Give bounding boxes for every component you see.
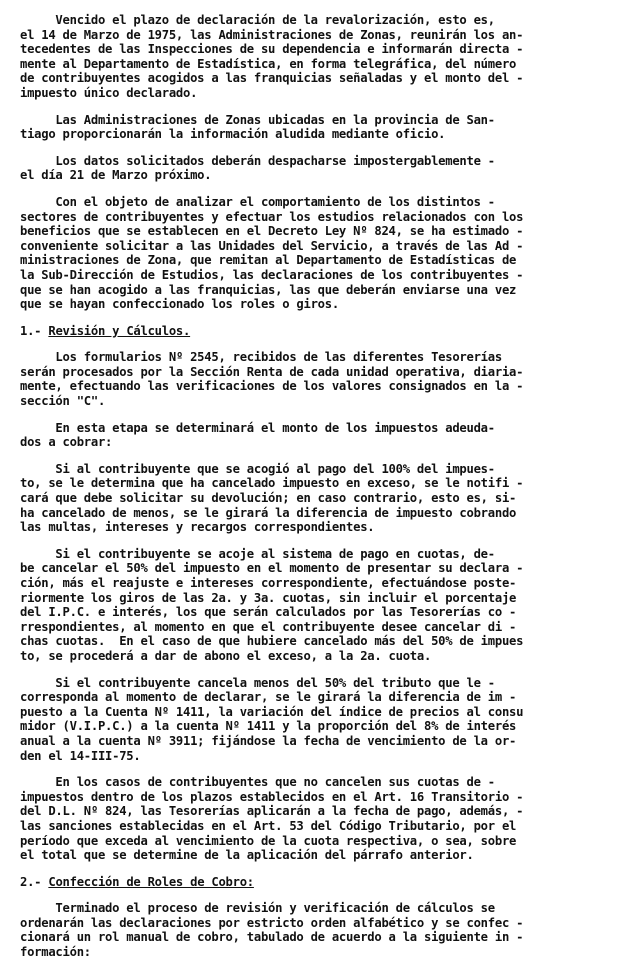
section-title: Revisión y Cálculos. — [48, 323, 191, 338]
section-number: 2.- — [20, 874, 49, 889]
paragraph-collection-roll: Terminado el proceso de revisión y verificación de cálculos se ordenarán las declaraciones por estricto orden alfabético y se confec - cionará un rol manual de cobro, tabulado de acuerdo a la siguiente in - formación: — [20, 901, 524, 960]
section-title: Confección de Roles de Cobro: — [48, 874, 254, 889]
section-number: 1.- — [20, 323, 49, 338]
paragraph-tax-determination: En esta etapa se determinará el monto de los impuestos adeuda- dos a cobrar: — [20, 420, 495, 450]
paragraph-forms-processing: Los formularios Nº 2545, recibidos de las diferentes Tesorerías serán procesados por la Sección Renta de cada unidad operativa, diaria- mente, efectuando las verificaciones de los valores consignados en la - sección "C". — [20, 350, 524, 409]
paragraph-full-payment: Si al contribuyente que se acogió al pago del 100% del impues- to, se le determina que ha cancelado impuesto en exceso, se le notifi - cará que debe solicitar su devolución; en caso contrario, esto es, si- ha cancelado de menos, se le girará la diferencia de impuesto cobrando las multas, intereses y recargos correspondientes. — [20, 461, 524, 535]
section-heading-roles — [20, 875, 620, 890]
section-heading-revision — [20, 324, 620, 339]
paragraph-dispatch-date: Los datos solicitados deberán despacharse impostergablemente - el día 21 de Marzo próximo. — [20, 153, 495, 183]
paragraph-underpayment: Si el contribuyente cancela menos del 50% del tributo que le - corresponda al momento de declarar, se le girará la diferencia de im - puesto a la Cuenta Nº 1411, la variación del índice de precios al consu midor (V.I.P.C.) a la cuenta Nº 1411 y la proporción del 8% de interés anual a la cuenta Nº 3911; fijándose la fecha de vencimiento de la or- den el 14-III-75. — [20, 675, 524, 763]
paragraph-santiago-zones: Las Administraciones de Zonas ubicadas en la provincia de San- tiago proporcionarán la información aludida mediante oficio. — [20, 112, 495, 142]
paragraph-declaration-deadline: Vencido el plazo de declaración de la revalorización, esto es, el 14 de Marzo de 1975, las Administraciones de Zonas, reunirán los an- tecedentes de las Inspecciones de su dependencia e informarán directa - mente al Departamento de Estadística, en forma telegráfica, del número de contribuyentes acogidos a las franquicias señaladas y el monto del - impuesto único declarado. — [20, 13, 524, 100]
paragraph-analysis-objective: Con el objeto de analizar el comportamiento de los distintos - sectores de contribuyentes y efectuar los estudios relacionados con los beneficios que se establecen en el Decreto Ley Nº 824, se ha estimado - conveniente solicitar a las Unidades del Servicio, a través de las Ad - ministraciones de Zona, que remitan al Departamento de Estadísticas de la Sub-Dirección de Estudios, las declaraciones de los contribuyentes - que se han acogido a las franquicias, las que deberán enviarse una vez que se hayan confeccionado los roles o giros. — [20, 194, 524, 312]
paragraph-late-sanctions: En los casos de contribuyentes que no cancelen sus cuotas de - impuestos dentro de los plazos establecidos en el Art. 16 Transitorio - del D.L. Nº 824, las Tesorerías aplicarán a la fecha de pago, además, - las sanciones establecidas en el Art. 53 del Código Tributario, por el período que exceda al vencimiento de la cuota respectiva, o sea, sobre el total que se determine de la aplicación del párrafo anterior. — [20, 775, 524, 863]
paragraph-installments: Si el contribuyente se acoje al sistema de pago en cuotas, de- be cancelar el 50% del impuesto en el momento de presentar su declara - ción, más el reajuste e intereses correspondiente, efectuándose poste- riormente los giros de las 2a. y 3a. cuotas, sin incluir el porcentaje del I.P.C. e interés, los que serán calculados por las Tesorerías co - rrespondientes, al momento en que el contribuyente desee cancelar di - chas cuotas. En el caso de que hubiere cancelado más del 50% de impues to, se procederá a dar de abono el exceso, a la 2a. cuota. — [20, 546, 524, 663]
